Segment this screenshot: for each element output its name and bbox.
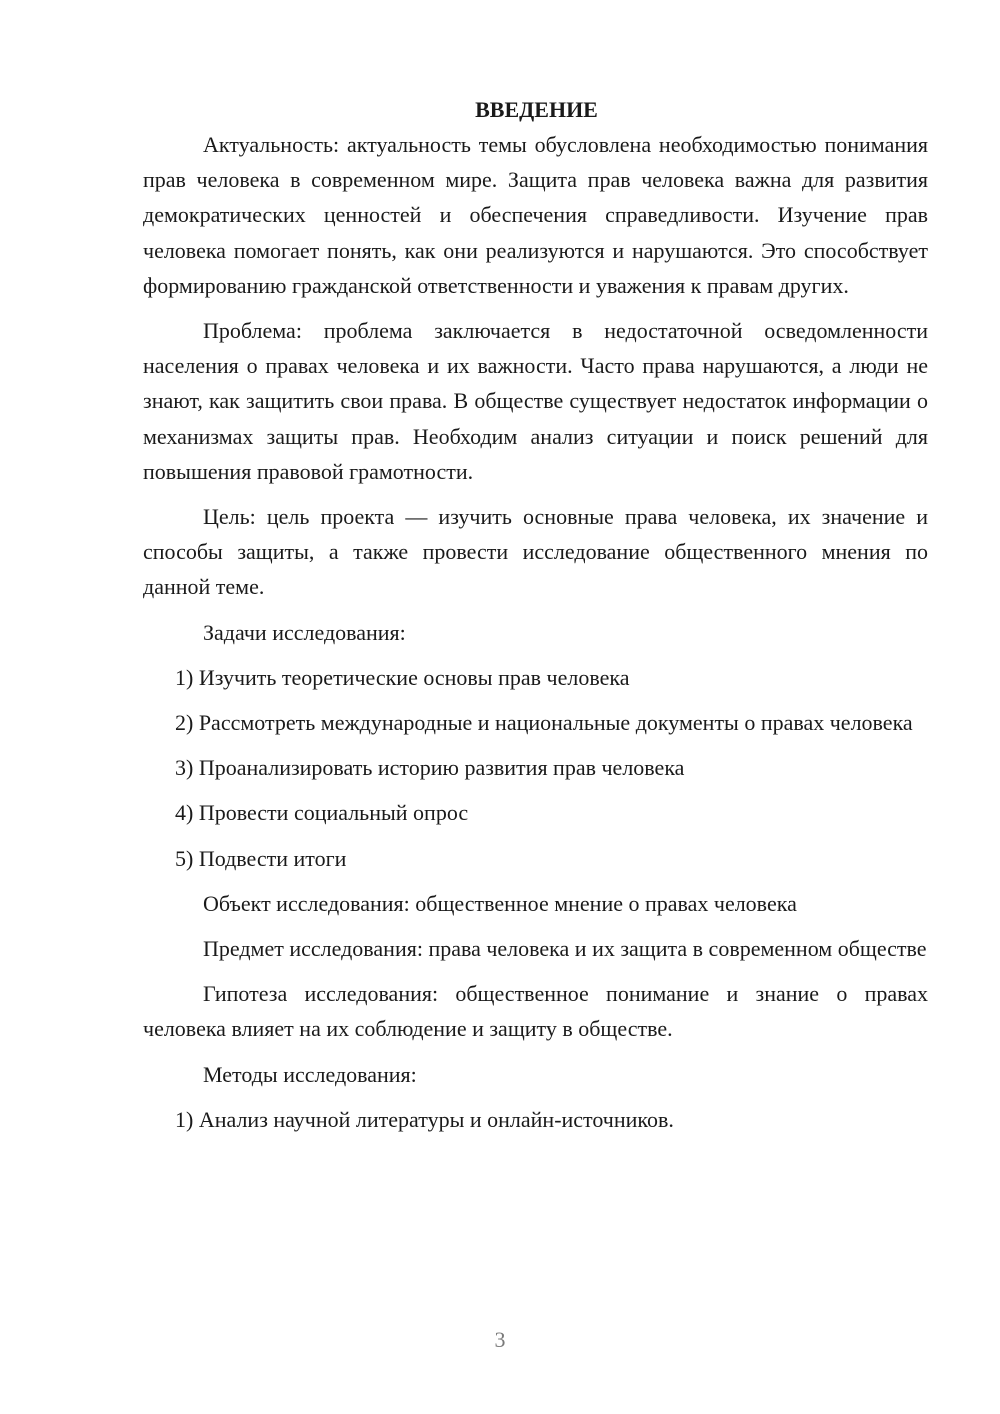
list-item: 2) Рассмотреть международные и национальные документы о правах человека bbox=[175, 710, 913, 736]
section-title: ВВЕДЕНИЕ bbox=[475, 97, 598, 122]
goal-paragraph: Цель: цель проекта — изучить основные права человека, их значение и способы защиты, а также провести исследование общественного мнения по данной теме. bbox=[143, 504, 928, 600]
list-item: 5) Подвести итоги bbox=[175, 845, 347, 871]
list-item: 1) Изучить теоретические основы прав человека bbox=[175, 664, 630, 690]
methods-heading: Методы исследования: bbox=[203, 1061, 417, 1087]
page-number: 3 bbox=[494, 1327, 506, 1352]
problem-paragraph: Проблема: проблема заключается в недостаточной осведомленности населения о правах человека и их важности. Часто права нарушаются, а люди не знают, как защитить свои права. В обществе существует недостаток информации о механизмах защиты прав. Необходим анализ ситуации и поиск решений для повышения правовой грамотности. bbox=[143, 318, 928, 484]
methods-list bbox=[143, 1102, 928, 1137]
tasks-heading: Задачи исследования: bbox=[203, 619, 406, 645]
document-page bbox=[143, 92, 928, 1137]
list-item: 1) Анализ научной литературы и онлайн-источников. bbox=[175, 1106, 674, 1132]
list-item: 4) Провести социальный опрос bbox=[175, 800, 469, 826]
tasks-list bbox=[143, 660, 928, 876]
subject-paragraph: Предмет исследования: права человека и их защита в современном обществе bbox=[203, 936, 927, 962]
object-paragraph: Объект исследования: общественное мнение о правах человека bbox=[203, 890, 797, 916]
hypothesis-paragraph: Гипотеза исследования: общественное понимание и знание о правах человека влияет на их соблюдение и защиту в обществе. bbox=[143, 981, 928, 1042]
relevance-paragraph: Актуальность: актуальность темы обусловлена необходимостью понимания прав человека в современном мире. Защита прав человека важна для развития демократических ценностей и обеспечения справедливости. Изучение прав человека помогает понять, как они реализуются и нарушаются. Это способствует формированию гражданской ответственности и уважения к правам других. bbox=[143, 132, 928, 298]
list-item: 3) Проанализировать историю развития прав человека bbox=[175, 755, 685, 781]
